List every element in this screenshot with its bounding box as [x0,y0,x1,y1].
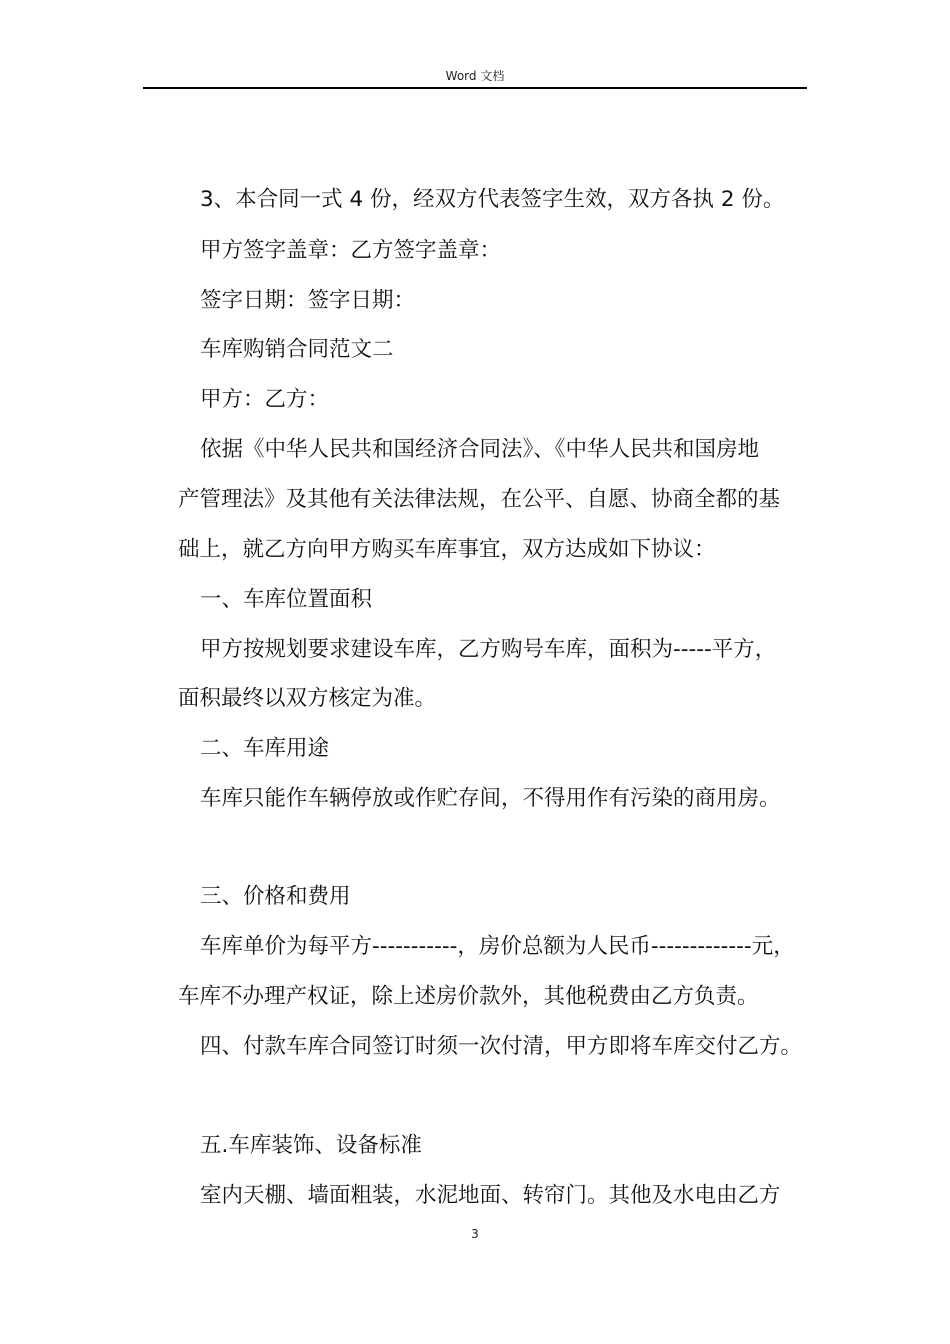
paragraph-line: 甲方：乙方： [200,387,330,412]
paragraph-line: 四、付款车库合同签订时须一次付清，甲方即将车库交付乙方。 [200,1034,803,1059]
paragraph-line: 依据《中华人民共和国经济合同法》、《中华人民共和国房地 [200,437,760,462]
paragraph-line: 面积最终以双方核定为准。 [178,686,437,711]
paragraph-line: 签字日期：签字日期： [200,288,416,313]
page-number: 3 [471,1227,479,1241]
section-heading: 车库购销合同范文二 [200,337,394,362]
header-rule [143,87,807,89]
paragraph-line: 室内天棚、墙面粗装，水泥地面、转帘门。其他及水电由乙方 [200,1183,781,1208]
paragraph-line: 础上，就乙方向甲方购买车库事宜，双方达成如下协议： [178,537,716,562]
page-header: Word 文档 [445,69,505,83]
paragraph-line: 甲方按规划要求建设车库，乙方购号车库，面积为-----平方， [200,637,777,662]
paragraph-line: 产管理法》及其他有关法律法规，在公平、自愿、协商全都的基 [178,487,781,512]
section-heading: 二、车库用途 [200,736,330,761]
paragraph-line: 车库不办理产权证，除上述房价款外，其他税费由乙方负责。 [178,984,759,1009]
paragraph-line: 车库单价为每平方-----------，房价总额为人民币-------------元， [200,934,795,959]
section-heading: 五.车库装饰、设备标准 [200,1133,422,1158]
paragraph-line: 3、本合同一式 4 份，经双方代表签字生效，双方各执 2 份。 [200,187,785,212]
paragraph-line: 甲方签字盖章：乙方签字盖章： [200,238,502,263]
section-heading: 一、车库位置面积 [200,587,373,612]
paragraph-line: 车库只能作车辆停放或作贮存间，不得用作有污染的商用房。 [200,786,781,811]
section-heading: 三、价格和费用 [200,884,351,909]
